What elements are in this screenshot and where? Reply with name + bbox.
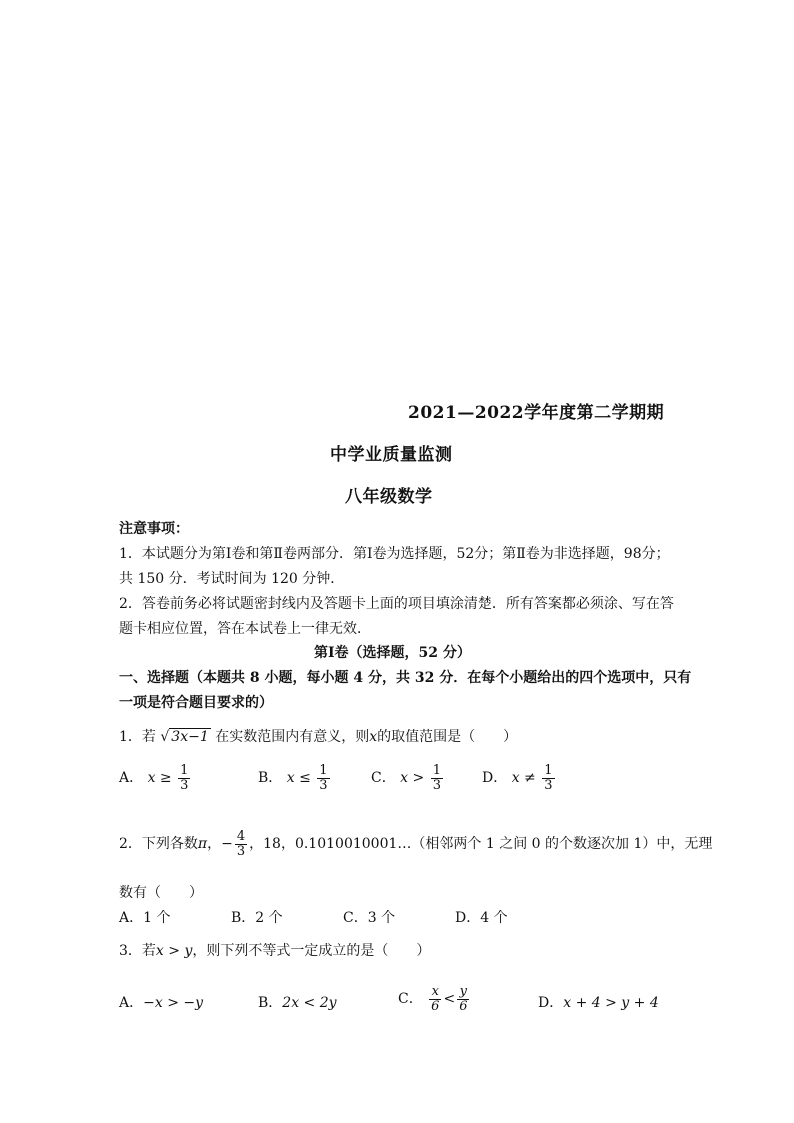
q3-option-c-fraction-right [457, 985, 469, 1013]
q3-option-a-text: −x > −y [143, 995, 204, 1011]
frac-num: 4 [236, 829, 246, 844]
notes-item-2b: 题卡相应位置，答在本试卷上一律无效． [119, 621, 371, 637]
frac-num: 1 [180, 763, 189, 778]
q3-option-c-label: C． [398, 991, 423, 1008]
q3-text: ，则下列不等式一定成立的是（ ） [192, 943, 431, 959]
q1-option-b [258, 764, 332, 792]
q1-option-d-label: D． [482, 770, 508, 787]
q1-prefix: 1．若 [119, 729, 156, 745]
q1-text: 在实数范围内有意义，则 [215, 729, 370, 745]
q2-option-c [343, 907, 395, 927]
notes-heading: 注意事项： [119, 521, 189, 537]
frac-num: x [429, 985, 441, 1000]
q1-option-a-lhs: x ≥ [147, 770, 172, 787]
notes-item-1a: 1．本试题分为第Ⅰ卷和第Ⅱ卷两部分．第Ⅰ卷为选择题，52分；第Ⅱ卷为非选择题，98分； [119, 546, 670, 562]
frac-num: 1 [319, 763, 328, 778]
frac-den: 3 [236, 843, 246, 859]
q1-option-a [119, 764, 192, 792]
frac-den: 3 [180, 777, 189, 793]
frac-den: 3 [544, 777, 553, 793]
q1-option-b-label: B． [258, 770, 283, 787]
q1-option-a-fraction [178, 764, 190, 792]
q3-condition: x > y [155, 943, 193, 959]
exam-title-line3: 八年级数学 [345, 487, 433, 507]
question-2-stem [119, 830, 712, 858]
q2-option-d [455, 907, 508, 927]
q3-option-b-text: 2x < 2y [282, 995, 337, 1011]
question-3-stem [119, 940, 430, 960]
q3-option-a-label: A． [119, 995, 144, 1011]
q2-stem-line2: 数有（ ） [119, 885, 203, 901]
q2-prefix: 2．下列各数 [119, 836, 198, 853]
q1-option-c-fraction [431, 764, 443, 792]
q2-pi: π [197, 836, 208, 853]
q3-prefix: 3．若 [119, 943, 156, 959]
q2-sep: ， [207, 836, 222, 853]
q3-option-d-label: D． [538, 995, 564, 1011]
q3-option-b-label: B． [258, 995, 283, 1011]
q3-option-b [258, 992, 337, 1012]
q1-option-d-fraction [542, 764, 554, 792]
q1-sqrt-expression: √ 3x−1 [160, 729, 209, 745]
q1-var: x [369, 729, 378, 745]
q2-fraction [235, 830, 247, 858]
q2-option-c-label: C． [343, 910, 368, 926]
exam-title-line2: 中学业质量监测 [330, 445, 453, 465]
q1-option-d [482, 764, 557, 792]
q1-radicand: 3x−1 [171, 729, 209, 745]
frac-num: 1 [432, 763, 441, 778]
q1-option-c-label: C． [371, 770, 396, 787]
q1-text-2: 的取值范围是（ ） [377, 729, 518, 745]
section-heading-b: 一项是符合题目要求的） [119, 695, 273, 711]
q2-option-d-text: 4 个 [480, 910, 508, 926]
q2-option-a-label: A． [119, 910, 144, 926]
q1-option-b-lhs: x ≤ [286, 770, 311, 787]
q2-option-a-text: 1 个 [143, 910, 171, 926]
q1-option-d-lhs: x ≠ [511, 770, 536, 787]
q2-text: ，18，0.1010010001…（相邻两个 1 之间 0 的个数逐次加 1）中，无理 [249, 836, 713, 853]
exam-title-line1: 2021—2022学年度第二学期期 [408, 403, 665, 423]
q2-option-c-text: 3 个 [367, 910, 396, 926]
frac-den: 6 [459, 998, 468, 1014]
q3-option-c-fraction-left [429, 985, 441, 1013]
notes-item-2a: 2．答卷前务必将试题密封线内及答题卡上面的项目填涂清楚．所有答案都必须涂、写在答 [119, 596, 674, 612]
frac-num: y [457, 985, 469, 1000]
q2-option-b-label: B． [231, 910, 256, 926]
frac-den: 6 [431, 998, 440, 1014]
q1-option-a-label: A． [119, 770, 144, 787]
q3-option-c-op: < [443, 991, 456, 1008]
q2-option-a [119, 907, 170, 927]
question-1-stem [119, 726, 517, 746]
q2-option-b [231, 907, 283, 927]
q2-neg: − [221, 836, 233, 853]
section-heading-a: 一、选择题（本题共 8 小题，每小题 4 分，共 32 分．在每个小题给出的四个选项中，只有 [119, 670, 692, 686]
q1-option-c [371, 764, 445, 792]
notes-item-1b: 共 150 分．考试时间为 120 分钟． [119, 571, 345, 587]
frac-den: 3 [432, 777, 441, 793]
q1-option-c-lhs: x > [400, 770, 425, 787]
frac-num: 1 [544, 763, 553, 778]
q3-option-a [119, 992, 203, 1012]
part1-title: 第Ⅰ卷（选择题，52 分） [314, 645, 471, 661]
frac-den: 3 [319, 777, 328, 793]
q2-option-d-label: D． [455, 910, 481, 926]
q3-option-c [398, 985, 471, 1013]
q1-option-b-fraction [317, 764, 329, 792]
q3-option-d-text: x + 4 > y + 4 [563, 995, 659, 1011]
q2-option-b-text: 2 个 [255, 910, 283, 926]
q3-option-d [538, 992, 659, 1012]
